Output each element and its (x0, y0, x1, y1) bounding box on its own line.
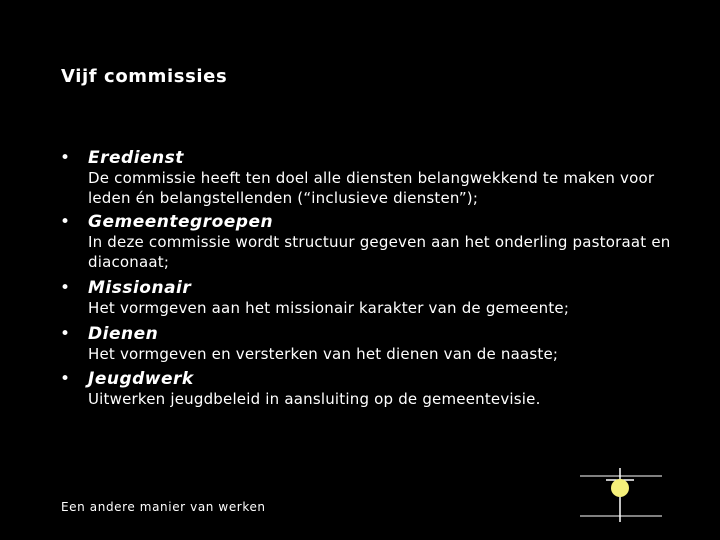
item-description: De commissie heeft ten doel alle diensten belangwekkend te maken voor leden én belangstellenden (“inclusieve diensten”); (88, 169, 655, 207)
slide-title: Vijf commissies (61, 66, 228, 87)
footer-text: Een andere manier van werken (61, 500, 266, 514)
item-heading: Eredienst (88, 148, 184, 168)
item-heading: Dienen (88, 324, 159, 344)
item-heading: Jeugdwerk (88, 369, 194, 389)
item-description: Uitwerken jeugdbeleid in aansluiting op de gemeentevisie. (88, 390, 541, 408)
item-description: In deze commissie wordt structuur gegeven aan het onderling pastoraat en diaconaat; (88, 233, 671, 271)
list-item (60, 276, 680, 322)
list-item (60, 146, 680, 210)
commission-list (60, 146, 680, 412)
bullet: • (60, 212, 71, 232)
bullet: • (60, 148, 71, 168)
item-description: Het vormgeven en versterken van het dienen van de naaste; (88, 345, 559, 363)
item-description: Het vormgeven aan het missionair karakter van de gemeente; (88, 299, 570, 317)
bullet: • (60, 278, 71, 298)
item-heading: Gemeentegroepen (88, 212, 274, 232)
item-heading: Missionair (88, 278, 192, 298)
list-item (60, 210, 680, 276)
cross-sun-icon (578, 466, 664, 524)
list-item (60, 367, 680, 412)
bullet: • (60, 369, 71, 389)
bullet: • (60, 324, 71, 344)
list-item (60, 322, 680, 367)
